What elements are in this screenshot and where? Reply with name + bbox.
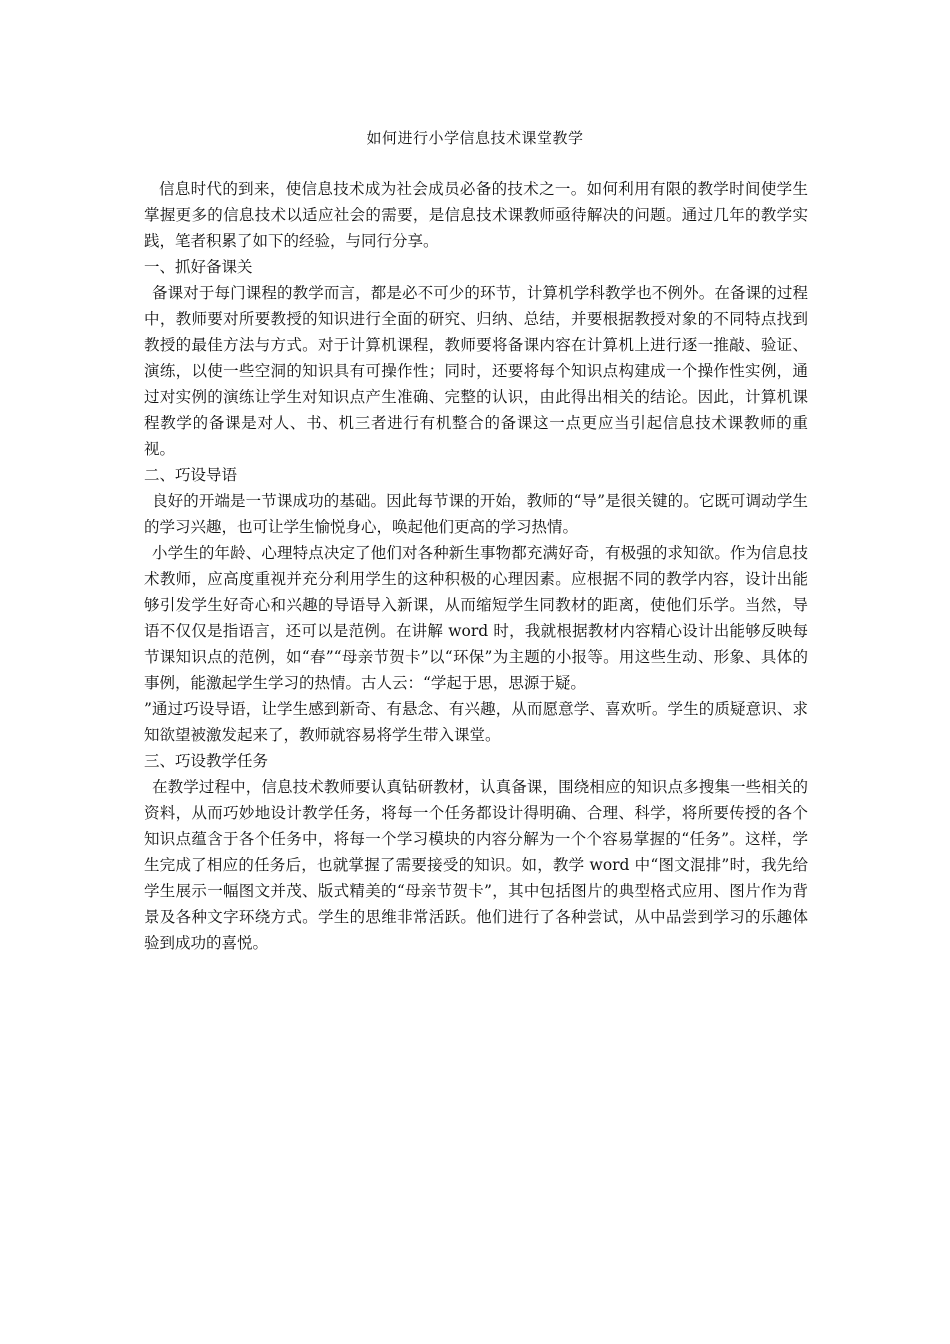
section2-paragraph-3: ”通过巧设导语，让学生感到新奇、有悬念、有兴趣，从而愿意学、喜欢听。学生的质疑意识、求知欲望被激发起来了，教师就容易将学生带入课堂。 — [144, 700, 808, 744]
intro-paragraph: 信息时代的到来，使信息技术成为社会成员必备的技术之一。如何利用有限的教学时间使学生掌握更多的信息技术以适应社会的需要，是信息技术课教师亟待解决的问题。通过几年的教学实践，笔者积累了如下的经验，与同行分享。 — [144, 180, 808, 250]
section-heading-2: 二、巧设导语 — [144, 466, 238, 484]
section-heading-3: 三、巧设教学任务 — [144, 752, 269, 770]
section3-paragraph-1: 在教学过程中，信息技术教师要认真钻研教材，认真备课，围绕相应的知识点多搜集一些相关的资料，从而巧妙地设计教学任务，将每一个任务都设计得明确、合理、科学，将所要传授的各个知识点蕴含于各个任务中，将每一个学习模块的内容分解为一个个容易掌握的“任务”。这样，学生完成了相应的任务后，也就掌握了需要接受的知识。如，教学 word 中“图文混排”时，我先给学生展示一幅图文并茂、版式精美的“母亲节贺卡”，其中包括图片的典型格式应用、图片作为背景及各种文字环绕方式。学生的思维非常活跃。他们进行了各种尝试，从中品尝到学习的乐趣体验到成功的喜悦。 — [144, 778, 808, 952]
document-body — [144, 176, 808, 956]
section2-paragraph-1: 良好的开端是一节课成功的基础。因此每节课的开始，教师的“导”是很关键的。它既可调动学生的学习兴趣，也可让学生愉悦身心，唤起他们更高的学习热情。 — [144, 492, 808, 536]
document-title: 如何进行小学信息技术课堂教学 — [366, 129, 584, 147]
section1-paragraph-1: 备课对于每门课程的教学而言，都是必不可少的环节，计算机学科教学也不例外。在备课的过程中，教师要对所要教授的知识进行全面的研究、归纳、总结，并要根据教授对象的不同特点找到教授的最佳方法与方式。对于计算机课程，教师要将备课内容在计算机上进行逐一推敲、验证、演练，以使一些空洞的知识具有可操作性；同时，还要将每个知识点构建成一个操作性实例，通过对实例的演练让学生对知识点产生准确、完整的认识，由此得出相关的结论。因此，计算机课程教学的备课是对人、书、机三者进行有机整合的备课这一点更应当引起信息技术课教师的重视。 — [144, 284, 808, 458]
section-heading-1: 一、抓好备课关 — [144, 258, 253, 276]
section2-paragraph-2: 小学生的年龄、心理特点决定了他们对各种新生事物都充满好奇，有极强的求知欲。作为信息技术教师，应高度重视并充分利用学生的这种积极的心理因素。应根据不同的教学内容，设计出能够引发学生好奇心和兴趣的导语导入新课，从而缩短学生同教材的距离，使他们乐学。当然，导语不仅仅是指语言，还可以是范例。在讲解 word 时，我就根据教材内容精心设计出能够反映每节课知识点的范例，如“春”“母亲节贺卡”以“环保”为主题的小报等。用这些生动、形象、具体的事例，能激起学生学习的热情。古人云：“学起于思，思源于疑。 — [144, 544, 808, 692]
